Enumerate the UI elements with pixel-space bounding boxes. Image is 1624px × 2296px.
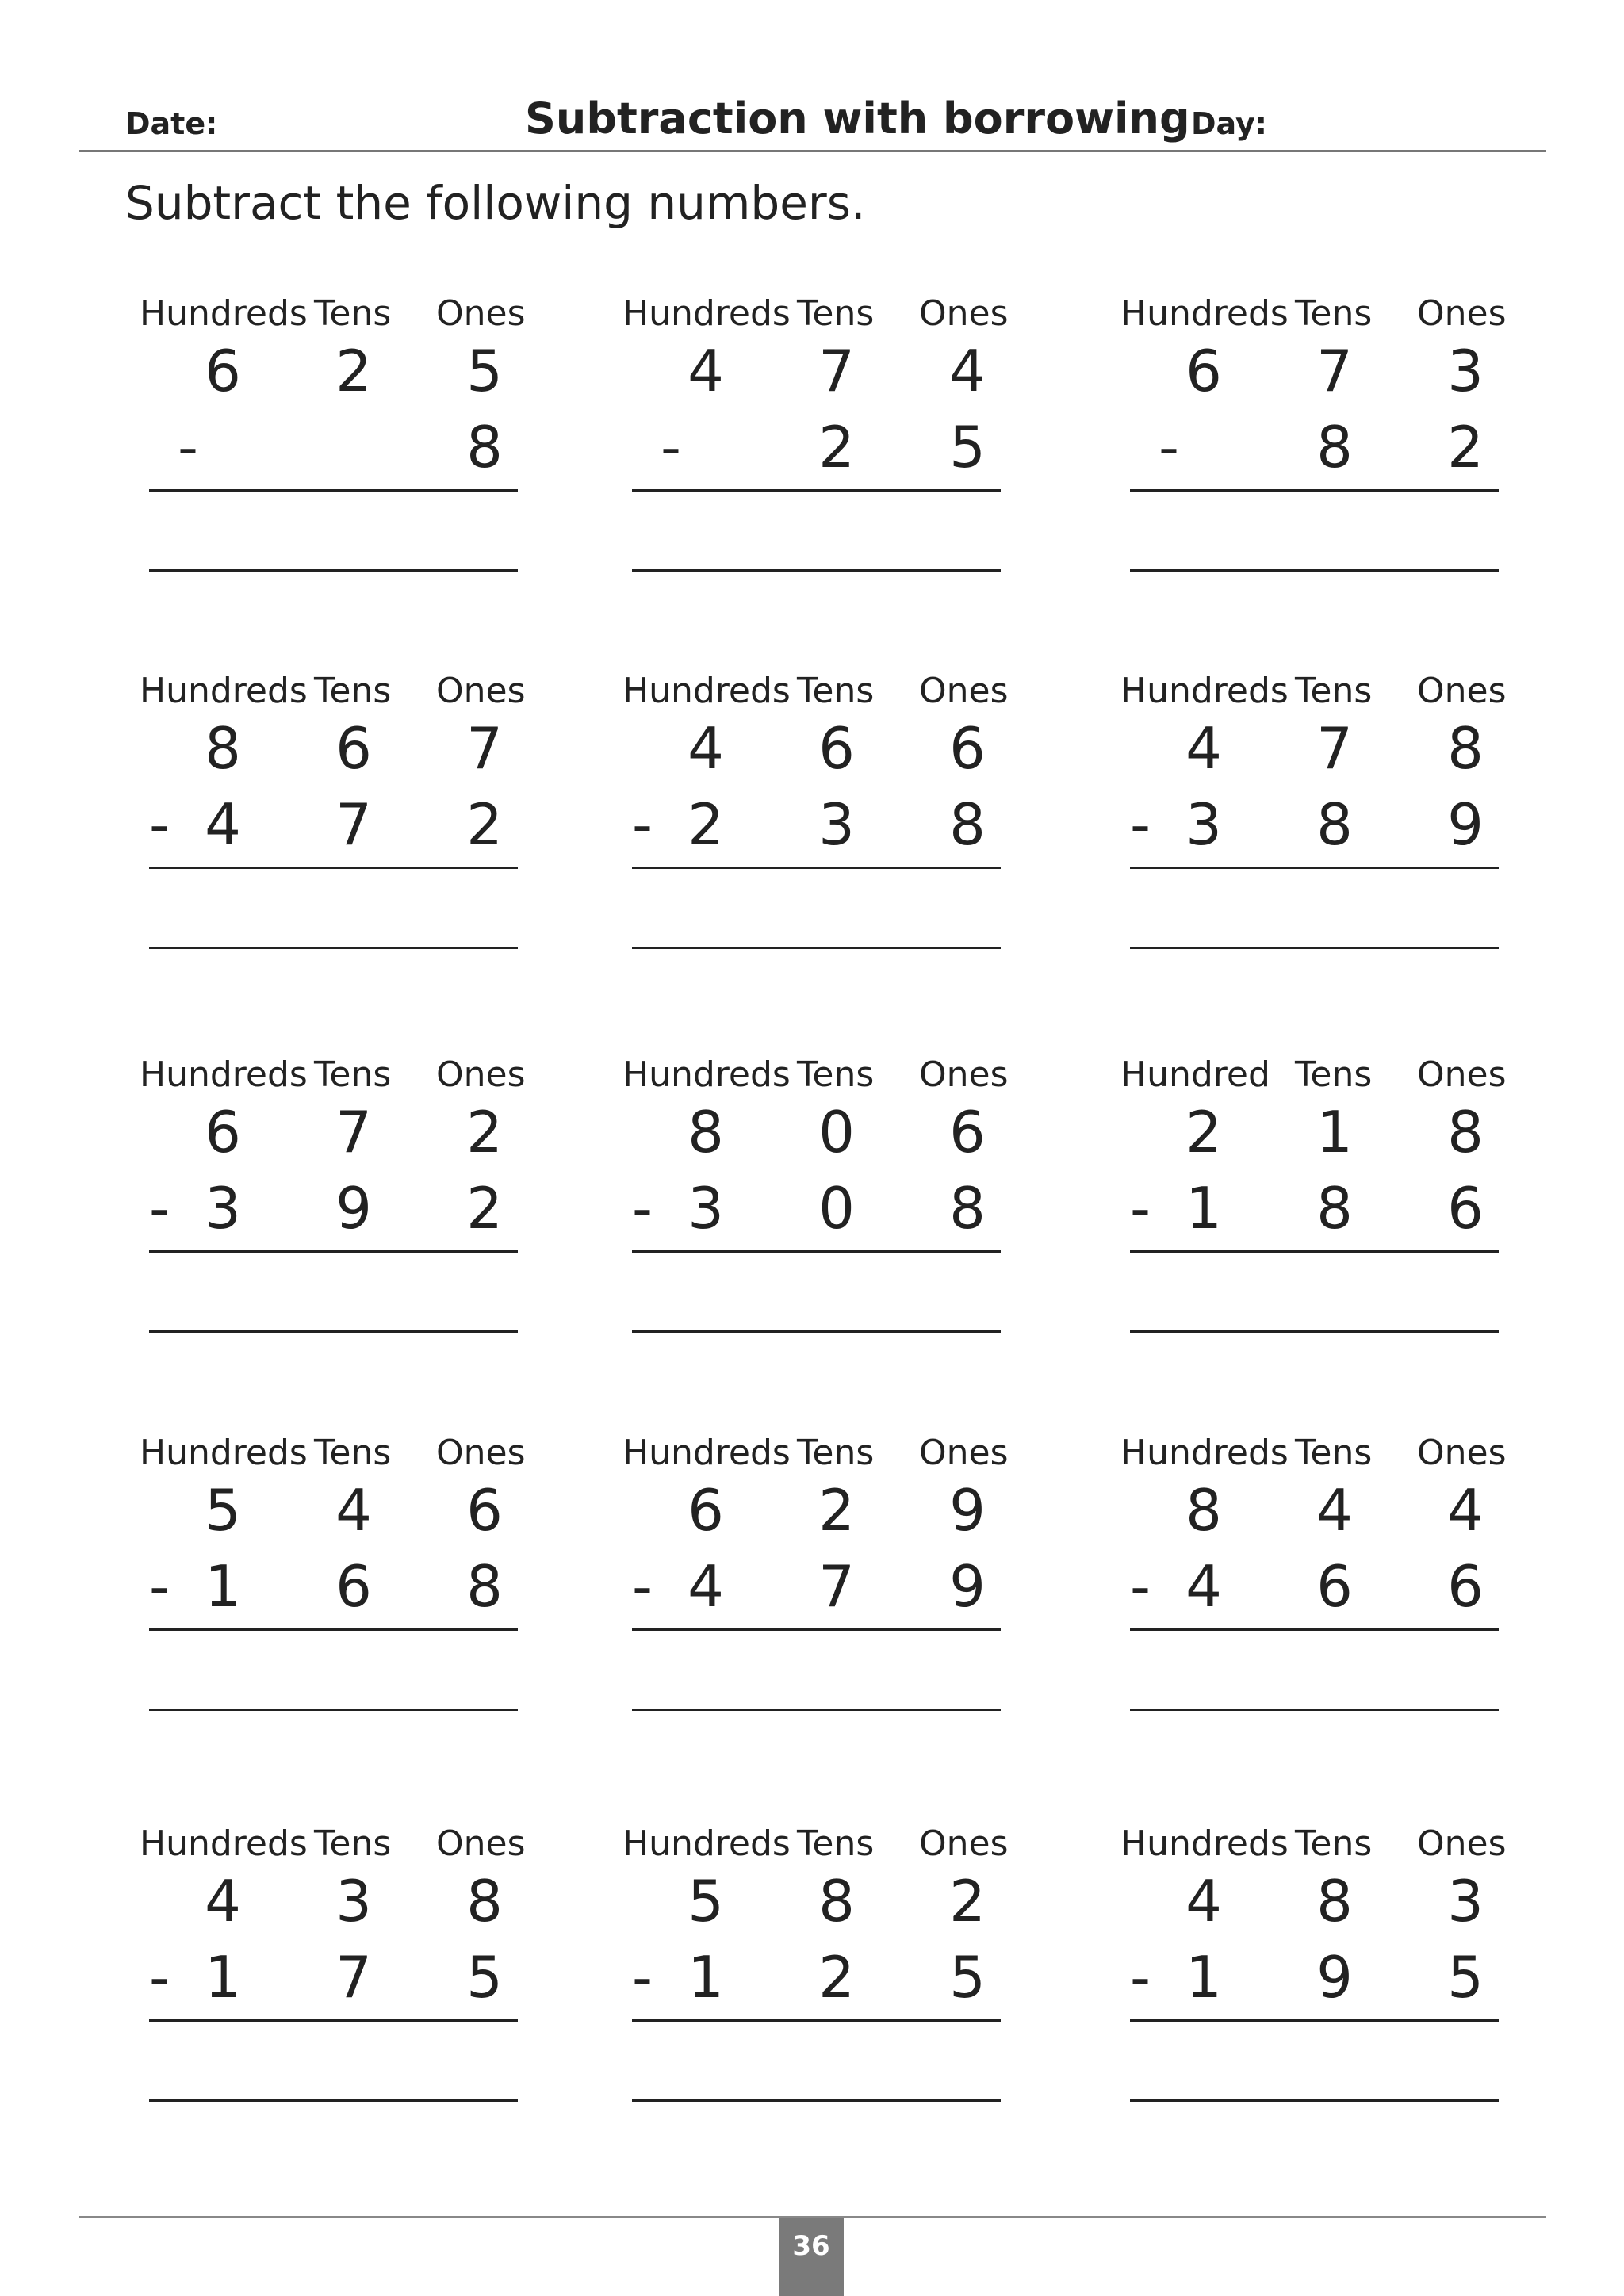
minus-sign: -: [1130, 1553, 1151, 1620]
subtrahend-hundreds-digit: 1: [1185, 1175, 1222, 1242]
tens-header: Tens: [1295, 1433, 1373, 1473]
subtrahend-tens-digit: 8: [1316, 1175, 1353, 1242]
hundreds-header: Hundreds: [140, 671, 308, 711]
subtraction-problem-7: [140, 1054, 526, 1316]
minus-sign: -: [1130, 1944, 1151, 2011]
subtrahend-ones-digit: 6: [1447, 1553, 1484, 1620]
subtrahend-hundreds-digit: 1: [205, 1553, 241, 1620]
subtrahend-ones-digit: 9: [1447, 791, 1484, 858]
hundreds-header: Hundreds: [140, 1823, 308, 1864]
subtrahend-tens-digit: 8: [1316, 414, 1353, 480]
minus-sign: -: [632, 791, 653, 858]
tens-header: Tens: [1295, 293, 1373, 334]
operation-line: [149, 1250, 518, 1253]
subtraction-problem-10: [140, 1433, 526, 1694]
operation-line: [632, 1628, 1001, 1631]
minuend-hundreds-digit: 4: [1185, 715, 1222, 782]
subtrahend-ones-digit: 6: [1447, 1175, 1484, 1242]
subtrahend-hundreds-digit: 1: [1185, 1944, 1222, 2011]
minuend-ones-digit: 6: [949, 715, 986, 782]
answer-line: [1130, 1709, 1499, 1711]
minuend-ones-digit: 6: [949, 1099, 986, 1165]
tens-header: Tens: [797, 1433, 875, 1473]
subtrahend-ones-digit: 5: [949, 414, 986, 480]
ones-header: Ones: [1417, 671, 1507, 711]
minus-sign: -: [149, 1944, 170, 2011]
subtrahend-ones-digit: 2: [1447, 414, 1484, 480]
subtrahend-tens-digit: 9: [1316, 1944, 1353, 2011]
tens-header: Tens: [797, 1054, 875, 1095]
minus-sign: -: [1130, 791, 1151, 858]
subtrahend-tens-digit: 6: [1316, 1553, 1353, 1620]
minuend-hundreds-digit: 4: [1185, 1868, 1222, 1934]
subtrahend-tens-digit: 3: [818, 791, 855, 858]
page-title: Subtraction with borrowing: [525, 94, 1190, 144]
tens-header: Tens: [314, 1823, 392, 1864]
minuend-ones-digit: 7: [466, 715, 503, 782]
minuend-tens-digit: 0: [818, 1099, 855, 1165]
minuend-ones-digit: 4: [949, 338, 986, 404]
answer-line: [632, 947, 1001, 949]
answer-line: [632, 2099, 1001, 2102]
ones-header: Ones: [919, 293, 1009, 334]
subtrahend-hundreds-digit: 4: [205, 791, 241, 858]
subtraction-problem-8: [622, 1054, 1009, 1316]
minuend-hundreds-digit: 4: [205, 1868, 241, 1934]
hundreds-header: Hundreds: [1120, 671, 1289, 711]
subtrahend-ones-digit: 8: [949, 791, 986, 858]
operation-line: [632, 489, 1001, 492]
answer-line: [1130, 2099, 1499, 2102]
minuend-ones-digit: 5: [466, 338, 503, 404]
minus-sign: -: [1159, 414, 1179, 480]
subtraction-problem-1: [140, 293, 526, 555]
tens-header: Tens: [1295, 1823, 1373, 1864]
worksheet-header: [79, 79, 1546, 151]
date-label: Date:: [125, 106, 218, 141]
answer-line: [632, 1709, 1001, 1711]
minuend-ones-digit: 8: [466, 1868, 503, 1934]
subtrahend-hundreds-digit: 4: [1185, 1553, 1222, 1620]
hundreds-header: Hundreds: [1120, 293, 1289, 334]
ones-header: Ones: [919, 671, 1009, 711]
minuend-tens-digit: 7: [335, 1099, 372, 1165]
hundreds-header: Hundreds: [622, 293, 791, 334]
minuend-hundreds-digit: 8: [205, 715, 241, 782]
subtrahend-tens-digit: 7: [335, 1944, 372, 2011]
minus-sign: -: [632, 1553, 653, 1620]
operation-line: [1130, 2019, 1499, 2022]
subtrahend-ones-digit: 2: [466, 791, 503, 858]
minuend-tens-digit: 8: [818, 1868, 855, 1934]
ones-header: Ones: [436, 293, 526, 334]
minus-sign: -: [149, 791, 170, 858]
answer-line: [632, 569, 1001, 572]
ones-header: Ones: [1417, 1823, 1507, 1864]
day-label: Day:: [1191, 106, 1267, 141]
ones-header: Ones: [436, 1433, 526, 1473]
subtrahend-ones-digit: 8: [466, 1553, 503, 1620]
operation-line: [1130, 489, 1499, 492]
subtrahend-hundreds-digit: 3: [688, 1175, 724, 1242]
subtrahend-tens-digit: 9: [335, 1175, 372, 1242]
hundreds-header: Hundreds: [622, 671, 791, 711]
subtrahend-ones-digit: 5: [949, 1944, 986, 2011]
minuend-hundreds-digit: 2: [1185, 1099, 1222, 1165]
tens-header: Tens: [1295, 671, 1373, 711]
minuend-hundreds-digit: 8: [1185, 1477, 1222, 1544]
minuend-tens-digit: 4: [335, 1477, 372, 1544]
subtrahend-tens-digit: 6: [335, 1553, 372, 1620]
tens-header: Tens: [797, 1823, 875, 1864]
minuend-ones-digit: 8: [1447, 715, 1484, 782]
hundreds-header: Hundreds: [622, 1054, 791, 1095]
ones-header: Ones: [1417, 293, 1507, 334]
subtrahend-hundreds-digit: 3: [1185, 791, 1222, 858]
answer-line: [632, 1330, 1001, 1333]
hundreds-header: Hundreds: [1120, 1433, 1289, 1473]
subtrahend-ones-digit: 2: [466, 1175, 503, 1242]
ones-header: Ones: [1417, 1433, 1507, 1473]
tens-header: Tens: [314, 671, 392, 711]
minus-sign: -: [632, 1175, 653, 1242]
hundreds-header: Hundreds: [140, 1433, 308, 1473]
minuend-tens-digit: 1: [1316, 1099, 1353, 1165]
subtrahend-tens-digit: 2: [818, 414, 855, 480]
ones-header: Ones: [436, 1823, 526, 1864]
hundreds-header: Hundreds: [140, 1054, 308, 1095]
subtraction-problem-4: [140, 671, 526, 932]
ones-header: Ones: [436, 671, 526, 711]
subtrahend-ones-digit: 5: [1447, 1944, 1484, 2011]
operation-line: [149, 867, 518, 869]
operation-line: [149, 1628, 518, 1631]
minuend-ones-digit: 3: [1447, 1868, 1484, 1934]
operation-line: [1130, 867, 1499, 869]
subtraction-problem-9: [1120, 1054, 1507, 1316]
operation-line: [632, 1250, 1001, 1253]
subtrahend-hundreds-digit: 1: [688, 1944, 724, 2011]
subtraction-problem-15: [1120, 1823, 1507, 2085]
minuend-ones-digit: 6: [466, 1477, 503, 1544]
hundreds-header: Hundreds: [622, 1823, 791, 1864]
subtraction-problem-12: [1120, 1433, 1507, 1694]
minus-sign: -: [661, 414, 681, 480]
subtraction-problem-11: [622, 1433, 1009, 1694]
minuend-tens-digit: 7: [1316, 338, 1353, 404]
instruction-text: Subtract the following numbers.: [125, 176, 866, 230]
minuend-tens-digit: 6: [818, 715, 855, 782]
ones-header: Ones: [919, 1823, 1009, 1864]
operation-line: [1130, 1628, 1499, 1631]
minuend-ones-digit: 9: [949, 1477, 986, 1544]
ones-header: Ones: [436, 1054, 526, 1095]
minuend-tens-digit: 2: [818, 1477, 855, 1544]
answer-line: [149, 569, 518, 572]
tens-header: Tens: [314, 293, 392, 334]
subtraction-problem-13: [140, 1823, 526, 2085]
ones-header: Ones: [919, 1433, 1009, 1473]
minuend-hundreds-digit: 6: [205, 1099, 241, 1165]
hundreds-header: Hundreds: [622, 1433, 791, 1473]
minus-sign: -: [178, 414, 198, 480]
minuend-ones-digit: 2: [949, 1868, 986, 1934]
minus-sign: -: [149, 1553, 170, 1620]
header-divider: [79, 150, 1546, 152]
subtrahend-hundreds-digit: 3: [205, 1175, 241, 1242]
minuend-tens-digit: 6: [335, 715, 372, 782]
subtraction-problem-14: [622, 1823, 1009, 2085]
subtraction-problem-2: [622, 293, 1009, 555]
answer-line: [1130, 947, 1499, 949]
operation-line: [632, 867, 1001, 869]
subtrahend-tens-digit: 0: [818, 1175, 855, 1242]
minuend-hundreds-digit: 5: [205, 1477, 241, 1544]
tens-header: Tens: [314, 1054, 392, 1095]
tens-header: Tens: [314, 1433, 392, 1473]
answer-line: [149, 1330, 518, 1333]
minuend-ones-digit: 8: [1447, 1099, 1484, 1165]
page-number: 36: [779, 2218, 844, 2296]
hundreds-header: Hundreds: [1120, 1823, 1289, 1864]
minuend-hundreds-digit: 5: [688, 1868, 724, 1934]
minuend-hundreds-digit: 6: [1185, 338, 1222, 404]
answer-line: [149, 947, 518, 949]
subtraction-problem-3: [1120, 293, 1507, 555]
minuend-ones-digit: 2: [466, 1099, 503, 1165]
answer-line: [149, 2099, 518, 2102]
operation-line: [149, 489, 518, 492]
subtrahend-hundreds-digit: 2: [688, 791, 724, 858]
minuend-tens-digit: 7: [1316, 715, 1353, 782]
operation-line: [1130, 1250, 1499, 1253]
operation-line: [149, 2019, 518, 2022]
subtraction-problem-6: [1120, 671, 1507, 932]
hundreds-header: Hundred: [1120, 1054, 1270, 1095]
minuend-tens-digit: 8: [1316, 1868, 1353, 1934]
tens-header: Tens: [797, 671, 875, 711]
minuend-tens-digit: 3: [335, 1868, 372, 1934]
minuend-ones-digit: 4: [1447, 1477, 1484, 1544]
minuend-hundreds-digit: 4: [688, 715, 724, 782]
tens-header: Tens: [797, 293, 875, 334]
minus-sign: -: [149, 1175, 170, 1242]
subtrahend-hundreds-digit: 4: [688, 1553, 724, 1620]
minuend-tens-digit: 4: [1316, 1477, 1353, 1544]
minuend-hundreds-digit: 6: [205, 338, 241, 404]
subtrahend-tens-digit: 2: [818, 1944, 855, 2011]
subtraction-problem-5: [622, 671, 1009, 932]
subtrahend-ones-digit: 8: [949, 1175, 986, 1242]
minuend-ones-digit: 3: [1447, 338, 1484, 404]
subtrahend-hundreds-digit: 1: [205, 1944, 241, 2011]
minuend-tens-digit: 2: [335, 338, 372, 404]
minus-sign: -: [632, 1944, 653, 2011]
subtrahend-ones-digit: 9: [949, 1553, 986, 1620]
tens-header: Tens: [1295, 1054, 1373, 1095]
minuend-tens-digit: 7: [818, 338, 855, 404]
subtrahend-tens-digit: 8: [1316, 791, 1353, 858]
subtrahend-ones-digit: 8: [466, 414, 503, 480]
answer-line: [1130, 569, 1499, 572]
hundreds-header: Hundreds: [140, 293, 308, 334]
minuend-hundreds-digit: 4: [688, 338, 724, 404]
answer-line: [149, 1709, 518, 1711]
ones-header: Ones: [919, 1054, 1009, 1095]
ones-header: Ones: [1417, 1054, 1507, 1095]
minuend-hundreds-digit: 8: [688, 1099, 724, 1165]
answer-line: [1130, 1330, 1499, 1333]
minus-sign: -: [1130, 1175, 1151, 1242]
operation-line: [632, 2019, 1001, 2022]
subtrahend-ones-digit: 5: [466, 1944, 503, 2011]
minuend-hundreds-digit: 6: [688, 1477, 724, 1544]
subtrahend-tens-digit: 7: [818, 1553, 855, 1620]
subtrahend-tens-digit: 7: [335, 791, 372, 858]
